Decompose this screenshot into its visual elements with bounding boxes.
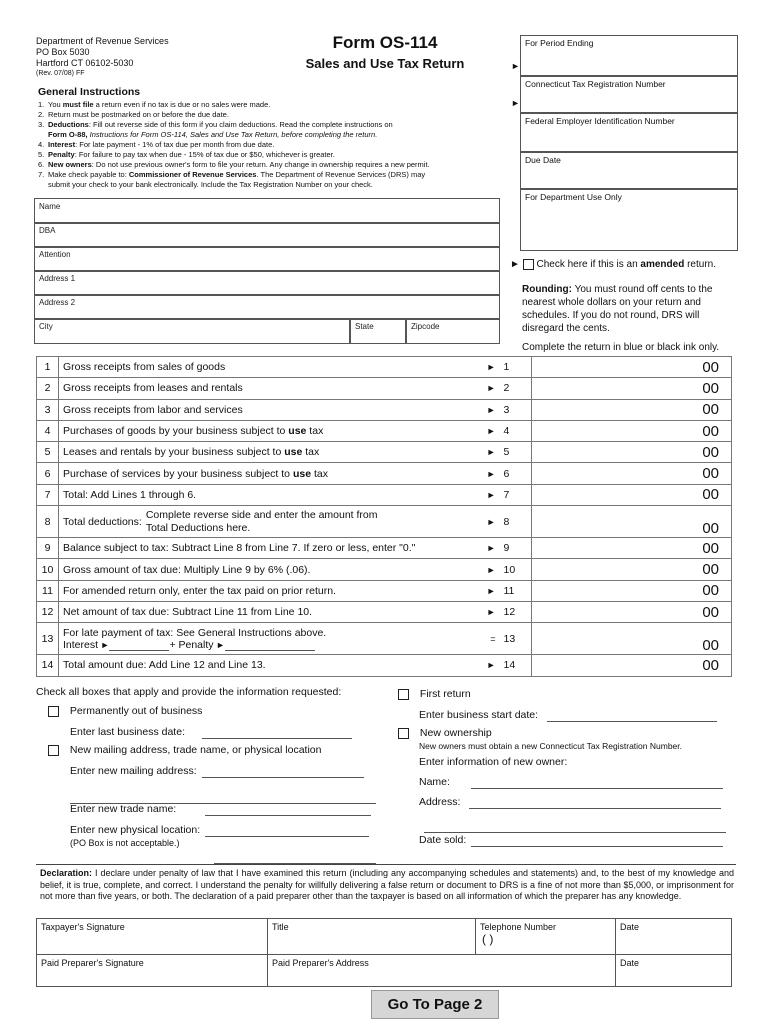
- rev-date: (Rev. 07/08) FF: [36, 70, 85, 77]
- line-ref: 9: [500, 538, 532, 559]
- line-text: Leases and rentals by your business subject to: [63, 446, 285, 459]
- agency-line2: PO Box 5030: [36, 47, 90, 57]
- period-label: For Period Ending: [525, 38, 594, 48]
- line-ref: 6: [500, 463, 532, 484]
- line-ref: 4: [500, 420, 532, 441]
- instruction-text: You: [48, 100, 63, 109]
- new-mail-addr-line2: [70, 786, 376, 804]
- interest-label: Interest: [63, 638, 99, 651]
- declaration-text: I declare under penalty of law that I have examined this return (including any accompanying schedules and statements) and, to the best of my knowledge and belief, it is true, complete, and correct. I understand the penalty for willfully delivering a false return or document to DRS is a fine of not more than $5,000, or imprisonment for not more than five years, or both. The declaration of a paid preparer other than the taxpayer is based on all information of which the preparer has any knowledge.: [40, 868, 734, 901]
- line-amount-field[interactable]: [532, 442, 732, 463]
- line-ref: 3: [500, 399, 532, 420]
- name-field[interactable]: [34, 198, 500, 224]
- instruction-text: submit your check to your bank electronically. Include the Tax Registration Number on your check.: [48, 180, 373, 189]
- arrow-icon: ►: [510, 259, 520, 271]
- line-bold: use: [288, 425, 307, 438]
- due-date-field[interactable]: [520, 152, 738, 189]
- preparer-address-field[interactable]: [268, 955, 616, 987]
- arrow-icon: ►: [486, 516, 496, 527]
- date2-field[interactable]: [616, 955, 732, 987]
- fein-field[interactable]: [520, 113, 738, 152]
- line-text: For late payment of tax: See General Instructions above.: [63, 626, 327, 639]
- line-text: Purchase of services by your business subject to: [63, 467, 293, 480]
- declaration-bold: Declaration:: [40, 868, 93, 878]
- line-text: Purchases of goods by your business subject to: [63, 425, 289, 438]
- arrow-icon: ►: [213, 639, 225, 650]
- zip-label: Zipcode: [411, 322, 440, 331]
- name-label: Name: [39, 202, 61, 211]
- rounding-l3: schedules. If you do not round, DRS will: [522, 310, 700, 321]
- arrow-icon: ►: [486, 564, 496, 575]
- trade-input[interactable]: [205, 805, 371, 816]
- line-description: [59, 559, 500, 580]
- form-title: Sales and Use Tax Return: [305, 56, 465, 71]
- physical-line2: [214, 846, 376, 864]
- start-date-input[interactable]: [547, 711, 717, 722]
- line-text: tax: [302, 446, 320, 459]
- instruction-bold: Form O-88,: [48, 130, 88, 139]
- instruction-number: 2.: [38, 110, 45, 119]
- state-field[interactable]: [350, 318, 406, 344]
- instruction-number: 4.: [38, 140, 45, 149]
- arrow-icon: ►: [98, 639, 110, 650]
- line-description: [59, 463, 500, 484]
- rounding-bold: Rounding:: [522, 284, 572, 295]
- arrow-icon: ►: [486, 362, 496, 373]
- owner-address-input2[interactable]: [424, 822, 726, 833]
- instruction-number: 1.: [38, 100, 45, 109]
- address2-field[interactable]: [34, 294, 500, 320]
- line-amount-field[interactable]: [532, 420, 732, 441]
- cents-label: 00: [702, 603, 719, 621]
- line-ref: 13: [500, 623, 532, 655]
- line-description: [59, 357, 500, 378]
- line-description: [59, 655, 500, 676]
- out-of-business-label: Permanently out of business: [69, 705, 203, 717]
- new-mail-addr-input[interactable]: [202, 767, 364, 778]
- arrow-icon: ►: [511, 98, 520, 108]
- arrow-icon: ►: [486, 426, 496, 437]
- cents-label: 00: [702, 465, 719, 483]
- date2-label: Date: [620, 958, 640, 968]
- line-number: 2: [37, 378, 59, 399]
- new-mail-row: [48, 744, 321, 757]
- checks-intro: Check all boxes that apply and provide the information requested:: [36, 686, 342, 698]
- instruction-item: [38, 150, 508, 160]
- line-amount-field[interactable]: [532, 357, 732, 378]
- line-number: 3: [37, 399, 59, 420]
- trade-label: Enter new trade name:: [70, 803, 177, 815]
- line-number: 10: [37, 559, 59, 580]
- line-number: 1: [37, 357, 59, 378]
- line-text: Gross receipts from leases and rentals: [63, 382, 243, 395]
- date-label: Date: [620, 922, 640, 932]
- arrow-icon: ►: [486, 607, 496, 618]
- cents-label: 00: [702, 656, 719, 674]
- tax-line-row: [37, 378, 732, 399]
- owner-name-row: [419, 776, 723, 789]
- physical-label: Enter new physical location:: [70, 824, 201, 836]
- tax-line-row: [37, 442, 732, 463]
- physical-row: [70, 824, 369, 837]
- last-date-row: [70, 726, 352, 739]
- cents-label: 00: [702, 637, 719, 655]
- new-owner-label: New ownership: [419, 727, 492, 739]
- line-ref: 7: [500, 484, 532, 505]
- dba-label: DBA: [39, 226, 56, 235]
- rounding-l4: disregard the cents.: [522, 323, 610, 334]
- line-number: 8: [37, 506, 59, 538]
- dba-field[interactable]: [34, 222, 500, 248]
- instruction-bold: Penalty: [48, 150, 75, 159]
- declaration-divider: [36, 864, 736, 865]
- cents-label: 00: [702, 358, 719, 376]
- line-description: [59, 538, 500, 559]
- physical-input[interactable]: [205, 826, 369, 837]
- owner-address-row: [419, 796, 721, 809]
- start-date-label: Enter business start date:: [419, 709, 539, 721]
- line-text: Total deductions:: [63, 515, 142, 528]
- line-description: [59, 399, 500, 420]
- phone-field[interactable]: [476, 919, 616, 955]
- address2-label: Address 2: [39, 298, 76, 307]
- agency-block: [36, 36, 169, 79]
- cents-label: 00: [702, 401, 719, 419]
- instruction-item: [38, 180, 508, 190]
- general-instructions-list: [38, 100, 508, 190]
- owner-name-input[interactable]: [471, 778, 723, 789]
- instruction-item: [38, 100, 508, 110]
- line-description: [59, 580, 500, 601]
- cents-label: 00: [702, 379, 719, 397]
- tax-line-row: [37, 623, 732, 655]
- cents-label: 00: [702, 443, 719, 461]
- line-number: 13: [37, 623, 59, 655]
- taxpayer-signature-label: Taxpayer's Signature: [41, 922, 125, 932]
- declaration: [40, 868, 734, 903]
- preparer-signature-label: Paid Preparer's Signature: [41, 958, 144, 968]
- line-amount-field[interactable]: [532, 463, 732, 484]
- ct-reg-label: Connecticut Tax Registration Number: [525, 79, 666, 89]
- amended-pre: Check here if this is an: [536, 259, 641, 271]
- title-label: Title: [272, 922, 289, 932]
- dept-use-field: [520, 189, 738, 251]
- line-number: 4: [37, 420, 59, 441]
- address1-field[interactable]: [34, 270, 500, 296]
- line-ref: 10: [500, 559, 532, 580]
- line-number: 14: [37, 655, 59, 676]
- line8-note2: Total Deductions here.: [145, 521, 251, 534]
- instruction-text: : Do not use previous owner's form to file your return. Any change in ownership requires a new permit.: [91, 160, 430, 169]
- trade-row: [70, 803, 371, 816]
- line-amount-field[interactable]: [532, 601, 732, 622]
- owner-note: New owners must obtain a new Connecticut Tax Registration Number.: [419, 741, 682, 751]
- instruction-item: [38, 120, 508, 130]
- last-date-input[interactable]: [202, 728, 352, 739]
- line-description: [59, 506, 500, 538]
- line-text: Total amount due: Add Line 12 and Line 13.: [63, 659, 266, 672]
- line-amount-field[interactable]: [532, 655, 732, 676]
- last-date-label: Enter last business date:: [70, 726, 185, 738]
- line-text: Gross amount of tax due: Multiply Line 9 by 6% (.06).: [63, 563, 311, 576]
- instruction-item: [38, 110, 508, 120]
- new-mail-addr-row: [70, 765, 364, 778]
- line-amount-field[interactable]: [532, 378, 732, 399]
- amended-bold: amended: [640, 259, 685, 271]
- line-description: [59, 378, 500, 399]
- tax-line-row: [37, 420, 732, 441]
- line-number: 12: [37, 601, 59, 622]
- line-number: 7: [37, 484, 59, 505]
- owner-address-input[interactable]: [469, 798, 721, 809]
- line-text: Total: Add Lines 1 through 6.: [63, 488, 197, 501]
- line-description: [59, 484, 500, 505]
- instruction-text: : Fill out reverse side of this form if you claim deductions. Read the complete instructions on: [88, 120, 393, 129]
- date-sold-input[interactable]: [471, 836, 723, 847]
- line-text: Gross receipts from labor and services: [63, 403, 243, 416]
- attention-label: Attention: [39, 250, 71, 259]
- line-ref: 14: [500, 655, 532, 676]
- instruction-text: : For failure to pay tax when due - 15% of tax due or $50, whichever is greater.: [74, 150, 335, 159]
- owner-name-label: Name:: [419, 776, 450, 788]
- signature-table: [36, 918, 732, 987]
- tax-line-row: [37, 506, 732, 538]
- line-description: [59, 623, 500, 655]
- line-description: [59, 420, 500, 441]
- tax-line-row: [37, 655, 732, 676]
- line-text: tax: [306, 425, 324, 438]
- line-number: 11: [37, 580, 59, 601]
- rounding-l1: You must round off cents to the: [571, 284, 713, 295]
- arrow-icon: ►: [511, 61, 520, 71]
- go-to-page-2-button[interactable]: Go To Page 2: [371, 990, 499, 1019]
- address1-label: Address 1: [39, 274, 76, 283]
- new-mail-addr-label: Enter new mailing address:: [70, 765, 197, 777]
- state-label: State: [355, 322, 374, 331]
- rounding-l2: nearest whole dollars on your return and: [522, 297, 701, 308]
- general-instructions-heading: General Instructions: [38, 86, 141, 98]
- line-ref: 12: [500, 601, 532, 622]
- rounding-note: [522, 283, 736, 354]
- instruction-bold: Interest: [48, 140, 76, 149]
- line-ref: 11: [500, 580, 532, 601]
- penalty-input[interactable]: [225, 640, 315, 651]
- line-amount-field[interactable]: [532, 506, 732, 538]
- date-field[interactable]: [616, 919, 732, 955]
- line8-note1: Complete reverse side and enter the amount from: [145, 508, 378, 521]
- first-return-row: [398, 688, 471, 701]
- penalty-label: + Penalty: [169, 638, 214, 651]
- tax-line-row: [37, 580, 732, 601]
- instruction-item: [38, 130, 508, 140]
- attention-field[interactable]: [34, 246, 500, 272]
- equals-sign: =: [490, 633, 496, 644]
- line-text: Gross receipts from sales of goods: [63, 361, 226, 374]
- tax-line-row: [37, 463, 732, 484]
- agency-line3: Hartford CT 06102-5030: [36, 58, 134, 68]
- line-amount-field[interactable]: [532, 484, 732, 505]
- instruction-text: : For late payment - 1% of tax due per month from due date.: [75, 140, 275, 149]
- ink-note: Complete the return in blue or black ink only.: [522, 342, 720, 353]
- form-number: Form OS-114: [332, 33, 438, 52]
- new-owner-row: [398, 727, 492, 740]
- line-ref: 2: [500, 378, 532, 399]
- physical-input2[interactable]: [214, 853, 376, 864]
- line-text: Net amount of tax due: Subtract Line 11 from Line 10.: [63, 606, 313, 619]
- po-note: (PO Box is not acceptable.): [70, 838, 180, 848]
- phone-paren: ( ): [482, 932, 494, 946]
- line-ref: 1: [500, 357, 532, 378]
- owner-address-label: Address:: [419, 796, 461, 808]
- instruction-bold: New owners: [48, 160, 92, 169]
- amended-post: return.: [684, 259, 716, 271]
- arrow-icon: ►: [486, 660, 496, 671]
- line-amount-field[interactable]: [532, 559, 732, 580]
- amended-row: [510, 259, 716, 270]
- amended-checkbox[interactable]: [523, 259, 534, 270]
- arrow-icon: ►: [486, 585, 496, 596]
- tax-line-row: [37, 538, 732, 559]
- taxpayer-signature-field[interactable]: [37, 919, 268, 955]
- preparer-signature-field[interactable]: [37, 955, 268, 987]
- line-ref: 8: [500, 506, 532, 538]
- new-mail-label: New mailing address, trade name, or physical location: [69, 744, 322, 756]
- instruction-text: a return even if no tax is due or no sales were made.: [93, 100, 271, 109]
- line-amount-field[interactable]: [532, 399, 732, 420]
- owner-info: Enter information of new owner:: [419, 756, 568, 768]
- instruction-text: . The Department of Revenue Services (DRS) may: [256, 170, 426, 179]
- line-text: Balance subject to tax: Subtract Line 8 from Line 7. If zero or less, enter "0.": [63, 542, 416, 555]
- instruction-item: [38, 140, 508, 150]
- city-field[interactable]: [34, 318, 350, 344]
- instruction-bold: Deductions: [48, 120, 89, 129]
- line-description: [59, 601, 500, 622]
- instruction-number: 7.: [38, 170, 45, 179]
- fein-label: Federal Employer Identification Number: [525, 116, 675, 126]
- zip-field[interactable]: [406, 318, 500, 344]
- agency-line1: Department of Revenue Services: [36, 36, 169, 46]
- tax-lines-table: [36, 356, 732, 677]
- instruction-text: Return must be postmarked on or before the due date.: [48, 110, 229, 119]
- dept-use-label: For Department Use Only: [525, 192, 622, 202]
- instruction-bold: Commissioner of Revenue Services: [128, 170, 257, 179]
- owner-address-line2: [424, 815, 726, 833]
- start-date-row: [419, 709, 717, 722]
- arrow-icon: ►: [486, 543, 496, 554]
- cents-label: 00: [702, 486, 719, 504]
- instruction-item: [38, 160, 508, 170]
- line-amount-field[interactable]: [532, 538, 732, 559]
- instruction-text: Make check payable to:: [48, 170, 129, 179]
- arrow-icon: ►: [486, 468, 496, 479]
- line-text: tax: [311, 467, 328, 480]
- cents-label: 00: [702, 561, 719, 579]
- cents-label: 00: [702, 539, 719, 557]
- period-ending-field[interactable]: [520, 35, 738, 76]
- line-number: 9: [37, 538, 59, 559]
- line-number: 6: [37, 463, 59, 484]
- line-ref: 5: [500, 442, 532, 463]
- line-bold: use: [284, 446, 303, 459]
- arrow-icon: ►: [486, 489, 496, 500]
- tax-line-row: [37, 601, 732, 622]
- instruction-number: 5.: [38, 150, 45, 159]
- phone-label: Telephone Number: [480, 922, 557, 932]
- cents-label: 00: [702, 422, 719, 440]
- instruction-bold: must file: [62, 100, 94, 109]
- line8-note: [146, 509, 378, 535]
- due-date-label: Due Date: [525, 155, 561, 165]
- line-amount-field[interactable]: [532, 623, 732, 655]
- ct-reg-field[interactable]: [520, 76, 738, 113]
- line-text: For amended return only, enter the tax paid on prior return.: [63, 584, 336, 597]
- line13-sub: [63, 639, 496, 651]
- arrow-icon: ►: [486, 383, 496, 394]
- arrow-icon: ►: [486, 447, 496, 458]
- instruction-number: 6.: [38, 160, 45, 169]
- instruction-item: [38, 170, 508, 180]
- city-label: City: [39, 322, 53, 331]
- tax-line-row: [37, 484, 732, 505]
- new-mail-checkbox[interactable]: [48, 745, 59, 756]
- first-return-checkbox[interactable]: [398, 689, 409, 700]
- tax-line-row: [37, 559, 732, 580]
- cents-label: 00: [702, 582, 719, 600]
- tax-line-row: [37, 399, 732, 420]
- line-description: [59, 442, 500, 463]
- preparer-address-label: Paid Preparer's Address: [272, 958, 369, 968]
- cents-label: 00: [702, 520, 719, 538]
- first-return-label: First return: [419, 688, 471, 700]
- out-of-business-checkbox[interactable]: [48, 706, 59, 717]
- instruction-number: 3.: [38, 120, 45, 129]
- arrow-icon: ►: [486, 404, 496, 415]
- line-bold: use: [292, 467, 312, 480]
- tax-line-row: [37, 357, 732, 378]
- date-sold-row: [419, 834, 723, 847]
- out-of-business-row: [48, 705, 202, 718]
- date-sold-label: Date sold:: [419, 834, 467, 846]
- line-amount-field[interactable]: [532, 580, 732, 601]
- line-number: 5: [37, 442, 59, 463]
- new-owner-checkbox[interactable]: [398, 728, 409, 739]
- interest-input[interactable]: [109, 640, 169, 651]
- title-field[interactable]: [268, 919, 476, 955]
- instruction-text: Instructions for Form OS-114, Sales and Use Tax Return, before completing the return.: [87, 130, 378, 139]
